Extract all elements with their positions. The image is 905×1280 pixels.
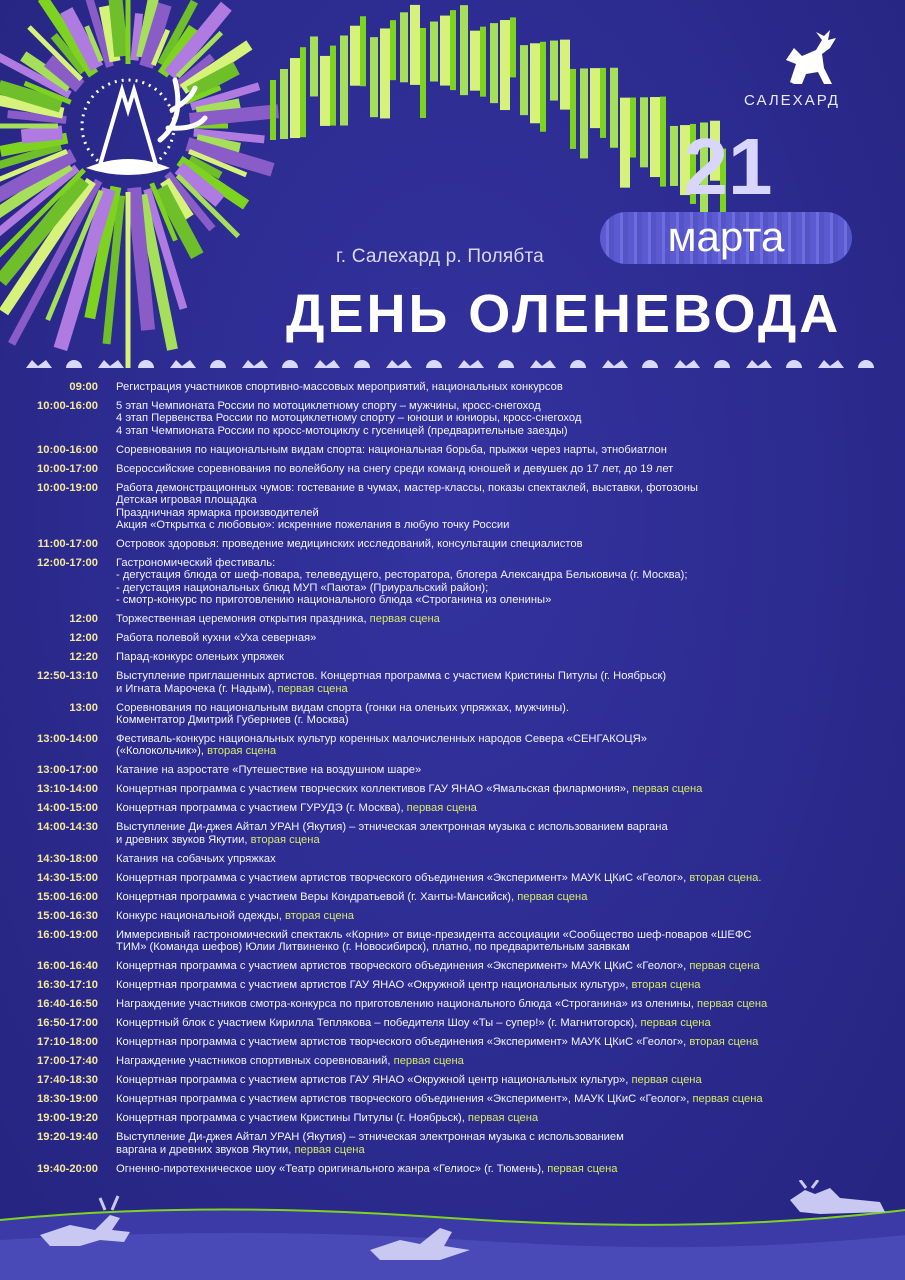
schedule-text: Концертная программа с участием артистов творческого объединения «Эксперимент» МАУК ЦКиС «Геолог», <box>116 1036 690 1049</box>
ornament-figure-icon <box>66 360 82 368</box>
schedule-row <box>0 891 905 903</box>
schedule-line <box>116 412 905 424</box>
stage-label: первая сцена <box>369 613 440 626</box>
ribbon-bar <box>340 36 348 126</box>
schedule-row <box>0 1131 905 1156</box>
ribbon-bar <box>520 45 528 115</box>
schedule-line <box>116 519 905 531</box>
event-month: марта <box>667 213 785 260</box>
ribbon-bar <box>310 36 318 96</box>
ornament-figure-icon <box>354 360 370 368</box>
schedule-row <box>0 853 905 865</box>
schedule-text: Катание на аэростате «Путешествие на воздушном шаре» <box>116 764 422 777</box>
schedule-time: 13:10-14:00 <box>37 783 98 796</box>
ornament-figure-icon <box>674 360 700 368</box>
ribbon-bar <box>620 98 630 188</box>
schedule-line <box>116 582 905 594</box>
schedule-text: Фестиваль-конкурс национальных культур коренных малочисленных народов Севера «СЕНГАКОЦЯ» <box>116 733 647 746</box>
reindeer-ornament-band <box>26 360 874 368</box>
schedule-line <box>116 745 905 757</box>
schedule-line <box>116 400 905 412</box>
schedule-line <box>116 1093 905 1105</box>
event-day: 21 <box>683 122 773 211</box>
ornament-figure-icon <box>242 360 268 368</box>
ribbon-bar <box>470 31 480 91</box>
schedule-row <box>0 632 905 644</box>
schedule-line <box>116 1055 905 1067</box>
ornament-figure-icon <box>530 360 556 368</box>
ornament-figure-icon <box>426 360 442 368</box>
ribbon-bar <box>360 16 366 86</box>
ornament-figure-icon <box>170 360 196 368</box>
schedule-row <box>0 538 905 550</box>
schedule-time: 13:00-17:00 <box>37 764 98 777</box>
schedule-text: Катания на собачьих упряжках <box>116 852 276 865</box>
schedule-time: 09:00 <box>69 381 98 393</box>
ribbon-bar <box>300 47 306 137</box>
schedule-line <box>116 425 905 437</box>
ribbon-bar <box>560 40 570 110</box>
stage-label: первая сцена <box>697 998 768 1011</box>
schedule-row <box>0 400 905 437</box>
schedule-text: Работа демонстрационных чумов: гостевание в чумах, мастер-классы, показы спектаклей, выставки, фотозоны <box>116 481 698 494</box>
ribbon-bar <box>400 12 408 82</box>
schedule-line <box>116 929 905 941</box>
schedule-text: - дегустация блюда от шеф-повара, телеведущего, ресторатора, блогера Александра Бельковича (г. Москва); <box>116 569 688 582</box>
footer-landscape <box>0 1180 905 1280</box>
schedule-text: Регистрация участников спортивно-массовых мероприятий, национальных конкурсов <box>116 381 563 393</box>
schedule-row <box>0 557 905 607</box>
schedule-row <box>0 1112 905 1124</box>
schedule-line <box>116 1036 905 1048</box>
ribbon-bar <box>500 20 510 110</box>
ribbon-bar <box>650 97 660 177</box>
ornament-figure-icon <box>26 360 52 368</box>
schedule-text: Выступление приглашенных артистов. Концертная программа с участием Кристины Питулы (г. Ноябрьск) <box>116 670 667 683</box>
schedule-line <box>116 733 905 745</box>
stage-label: первая сцена <box>406 802 477 815</box>
schedule-row <box>0 482 905 532</box>
ornament-figure-icon <box>498 360 514 368</box>
ornament-figure-icon <box>818 360 844 368</box>
schedule-time: 12:50-13:10 <box>37 670 98 683</box>
schedule-line <box>116 764 905 776</box>
schedule-line <box>116 569 905 581</box>
stage-label: первая сцена <box>547 1162 618 1175</box>
schedule-time: 16:50-17:00 <box>37 1017 98 1030</box>
schedule-text: 4 этап Чемпионата России по кросс-мотоциклу с гусеницей (предварительные заезды) <box>116 424 568 437</box>
schedule-row <box>0 381 905 393</box>
schedule-row <box>0 1093 905 1105</box>
schedule-line <box>116 1074 905 1086</box>
schedule-line <box>116 979 905 991</box>
schedule-row <box>0 613 905 625</box>
schedule-row <box>0 463 905 475</box>
schedule-text: варгана и древних звуков Якутии, <box>116 1143 295 1156</box>
schedule-line <box>116 507 905 519</box>
schedule-row <box>0 1036 905 1048</box>
schedule-time: 17:10-18:00 <box>37 1036 98 1049</box>
schedule-text: Концертная программа с участием артистов творческого объединения «Эксперимент» МАУК ЦКиС «Геолог», <box>116 871 690 884</box>
schedule-row <box>0 872 905 884</box>
schedule-line <box>116 482 905 494</box>
schedule-line <box>116 632 905 644</box>
schedule-text: Награждение участников спортивных соревнований, <box>116 1055 394 1068</box>
schedule-text: ТИМ» (Команда шефов) Юлии Литвиненко (г. Новосибирск), платно, по предварительным заявкам <box>116 941 630 954</box>
schedule-row <box>0 960 905 972</box>
schedule-time: 10:00-17:00 <box>37 462 98 475</box>
schedule-text: - смотр-конкурс по приготовлению национального блюда «Строганина из оленины» <box>116 594 552 607</box>
schedule-text: Концертная программа с участием артистов творческого объединения «Эксперимент», МАУК ЦКиС «Геолог», <box>116 1093 693 1106</box>
schedule-line <box>116 1163 905 1175</box>
schedule-line <box>116 910 905 922</box>
schedule-text: Выступление Ди-джея Айтал УРАН (Якутия) – этническая электронная музыка с использованием <box>116 1131 624 1144</box>
schedule-text: Концертная программа с участием артистов ГАУ ЯНАО «Окружной центр национальных культур», <box>116 979 632 992</box>
ribbon-bar <box>630 98 636 158</box>
sunburst-ray <box>22 132 63 136</box>
ribbon-bar <box>610 68 618 148</box>
stage-label: вторая сцена <box>689 1036 759 1049</box>
schedule-time: 16:40-16:50 <box>37 998 98 1011</box>
schedule-text: Награждение участников смотра-конкурса по приготовлению национального блюда «Строганина» из оленины, <box>116 998 698 1011</box>
ribbon-bar <box>330 46 336 126</box>
schedule-line <box>116 1112 905 1124</box>
schedule-line <box>116 494 905 506</box>
ornament-figure-icon <box>138 360 154 368</box>
schedule-text: («Колокольчик»), <box>116 745 208 758</box>
schedule-line <box>116 651 905 663</box>
schedule-row <box>0 1163 905 1175</box>
schedule-time: 12:00 <box>69 613 98 626</box>
schedule-text: Концертная программа с участием Веры Кондратьевой (г. Ханты-Мансийск), <box>116 890 518 903</box>
schedule-time: 15:00-16:00 <box>37 890 98 903</box>
schedule-time: 12:00 <box>69 632 98 645</box>
ornament-figure-icon <box>570 360 586 368</box>
ribbon-bar <box>280 69 288 139</box>
schedule-row <box>0 670 905 695</box>
schedule-text: Выступление Ди-джея Айтал УРАН (Якутия) – этническая электронная музыка с использованием варгана <box>116 821 668 834</box>
schedule-text: Соревнования по национальным видам спорта (гонки на оленьих упряжках, мужчины). <box>116 701 569 714</box>
schedule-text: Концертная программа с участием артистов творческого объединения «Эксперимент» МАУК ЦКиС «Геолог», <box>116 960 690 973</box>
schedule-line <box>116 834 905 846</box>
schedule-row <box>0 802 905 814</box>
schedule-row <box>0 1055 905 1067</box>
schedule-line <box>116 594 905 606</box>
schedule-line <box>116 821 905 833</box>
schedule-text: Конкурс национальной одежды, <box>116 909 285 922</box>
schedule-time: 17:00-17:40 <box>37 1055 98 1068</box>
schedule-text: Работа полевой кухни «Уха северная» <box>116 632 317 645</box>
stage-label: первая сцена <box>640 1017 711 1030</box>
schedule-line <box>116 891 905 903</box>
schedule-text: Торжественная церемония открытия праздника, <box>116 613 370 626</box>
ornament-figure-icon <box>314 360 340 368</box>
schedule-row <box>0 821 905 846</box>
ornament-figure-icon <box>282 360 298 368</box>
schedule-row <box>0 979 905 991</box>
schedule-time: 14:00-15:00 <box>37 802 98 815</box>
schedule-text: Акция «Открытка с любовью»: искренние пожелания в любую точку России <box>116 519 510 532</box>
ribbon-bar <box>320 56 330 126</box>
schedule-time: 19:40-20:00 <box>37 1162 98 1175</box>
schedule-line <box>116 941 905 953</box>
schedule-time: 13:00-14:00 <box>37 733 98 746</box>
ornament-figure-icon <box>210 360 226 368</box>
ornament-figure-icon <box>746 360 772 368</box>
ornament-figure-icon <box>98 360 124 368</box>
schedule-line <box>116 802 905 814</box>
schedule-text: Концертная программа с участием Кристины Питулы (г. Ноябрьск), <box>116 1112 468 1125</box>
schedule-text: Концертная программа с участием творческих коллективов ГАУ ЯНАО «Ямальская филармония», <box>116 783 633 796</box>
schedule-time: 16:00-19:00 <box>37 928 98 941</box>
ribbon-bars <box>270 5 726 219</box>
schedule-line <box>116 1017 905 1029</box>
stage-label: первая сцена <box>689 960 760 973</box>
schedule-row <box>0 783 905 795</box>
schedule-time: 16:30-17:10 <box>37 979 98 992</box>
schedule-line <box>116 557 905 569</box>
schedule-time: 15:00-16:30 <box>37 909 98 922</box>
reindeer-sled-right-icon <box>790 1180 885 1214</box>
schedule-line <box>116 702 905 714</box>
schedule-time: 10:00-16:00 <box>37 400 98 412</box>
stage-label: первая сцена <box>632 783 703 796</box>
schedule-time: 19:00-19:20 <box>37 1112 98 1125</box>
schedule-text: Концертная программа с участием артистов ГАУ ЯНАО «Окружной центр национальных культур», <box>116 1074 632 1087</box>
schedule-list <box>0 381 905 1182</box>
schedule-line <box>116 1131 905 1143</box>
ribbon-bar <box>270 80 276 140</box>
ribbon-bar <box>450 10 456 90</box>
ribbon-bar <box>530 43 540 123</box>
schedule-line <box>116 872 905 884</box>
schedule-time: 13:00 <box>69 701 98 714</box>
ribbon-bar <box>510 17 516 77</box>
schedule-time: 16:00-16:40 <box>37 960 98 973</box>
schedule-row <box>0 764 905 776</box>
stage-label: первая сцена <box>631 1074 702 1087</box>
stage-label: вторая сцена. <box>689 871 762 884</box>
schedule-line <box>116 670 905 682</box>
page-title: ДЕНЬ ОЛЕНЕВОДА <box>286 284 842 344</box>
ribbon-bar <box>480 27 486 97</box>
salekhard-deer-logo-icon <box>786 30 836 84</box>
ribbon-bar <box>350 26 360 86</box>
ornament-figure-icon <box>386 360 412 368</box>
schedule-text: Гастрономический фестиваль: <box>116 557 276 570</box>
schedule-text: Детская игровая площадка <box>116 494 257 507</box>
schedule-line <box>116 1144 905 1156</box>
schedule-time: 10:00-19:00 <box>37 481 98 494</box>
schedule-row <box>0 444 905 456</box>
schedule-line <box>116 444 905 456</box>
ribbon-bar <box>420 28 426 118</box>
stage-label: первая сцена <box>294 1143 365 1156</box>
schedule-time: 12:20 <box>69 651 98 664</box>
schedule-text: Праздничная ярмарка производителей <box>116 506 319 519</box>
ribbon-bar <box>460 5 468 95</box>
ribbon-bar <box>640 97 648 167</box>
schedule-text: Парад-конкурс оленьих упряжек <box>116 651 284 664</box>
schedule-row <box>0 1074 905 1086</box>
stage-label: первая сцена <box>467 1112 539 1125</box>
schedule-line <box>116 463 905 475</box>
schedule-line <box>116 613 905 625</box>
stage-label: первая сцена <box>393 1055 464 1068</box>
ornament-figure-icon <box>714 360 730 368</box>
schedule-line <box>116 853 905 865</box>
schedule-row <box>0 998 905 1010</box>
schedule-time: 14:00-14:30 <box>37 821 98 834</box>
schedule-text: - дегустация национальных блюд МУП «Паюта» (Приуральский район); <box>116 581 489 594</box>
schedule-text: Концертная программа с участием ГУРУДЭ (г. Москва), <box>116 802 407 815</box>
schedule-line <box>116 783 905 795</box>
sunburst-rays <box>0 0 278 368</box>
ornament-figure-icon <box>786 360 802 368</box>
sunburst-ray <box>112 0 121 56</box>
schedule-line <box>116 538 905 550</box>
schedule-time: 14:30-18:00 <box>37 852 98 865</box>
ribbon-bar <box>540 42 546 132</box>
schedule-text: Соревнования по национальным видам спорта: национальная борьба, прыжки через нарты, этнобиатлон <box>116 443 667 456</box>
schedule-line <box>116 960 905 972</box>
schedule-time: 12:00-17:00 <box>37 557 98 570</box>
ribbon-bar <box>670 126 678 186</box>
ribbon-bar <box>370 37 378 117</box>
schedule-row <box>0 910 905 922</box>
stage-label: вторая сцена <box>207 745 277 758</box>
schedule-time: 14:30-15:00 <box>37 871 98 884</box>
ribbon-bar <box>380 28 390 118</box>
schedule-text: Всероссийские соревнования по волейболу на снегу среди команд юношей и девушек до 17 лет, до 19 лет <box>116 462 674 475</box>
stage-label: вторая сцена <box>285 909 355 922</box>
schedule-row <box>0 702 905 727</box>
ribbon-bar <box>580 68 588 158</box>
schedule-line <box>116 714 905 726</box>
stage-label: первая сцена <box>517 890 588 903</box>
ribbon-bar <box>440 16 450 86</box>
ribbon-bar <box>390 20 396 80</box>
schedule-text: и древних звуков Якутии, <box>116 833 251 846</box>
ribbon-bar <box>430 22 438 82</box>
ribbon-bar <box>590 68 600 128</box>
ornament-figure-icon <box>602 360 628 368</box>
schedule-text: Островок здоровья: проведение медицинских исследований, консультации специалистов <box>116 538 583 551</box>
schedule-text: Иммерсивный гастрономический спектакль «Корни» от вице-президента ассоциации «Сообщество шеф-поваров «ШЕФС <box>116 928 752 941</box>
ribbon-bar <box>570 69 576 149</box>
schedule-time: 10:00-16:00 <box>37 443 98 456</box>
ornament-figure-icon <box>458 360 484 368</box>
stage-label: вторая сцена <box>250 833 320 846</box>
ribbon-bar <box>600 68 606 138</box>
schedule-text: Комментатор Дмитрий Губерниев (г. Москва) <box>116 714 349 727</box>
ribbon-bar <box>490 23 498 103</box>
schedule-row <box>0 651 905 663</box>
schedule-line <box>116 683 905 695</box>
schedule-row <box>0 1017 905 1029</box>
ribbon-bar <box>660 97 666 187</box>
ribbon-bar <box>550 41 558 101</box>
ornament-figure-icon <box>642 360 658 368</box>
schedule-row <box>0 733 905 758</box>
event-place: г. Салехард р. Полябта <box>336 246 544 267</box>
schedule-time: 11:00-17:00 <box>37 538 98 551</box>
ornament-figure-icon <box>858 360 874 368</box>
schedule-row <box>0 929 905 954</box>
stage-label: первая сцена <box>277 682 348 695</box>
schedule-time: 19:20-19:40 <box>37 1131 98 1144</box>
schedule-text: Огненно-пиротехническое шоу «Театр оригинального жанра «Гелиос» (г. Тюмень), <box>116 1162 548 1175</box>
schedule-text: 4 этап Первенства России по мотоциклетному спорту – юноши и юниоры, кросс-снегоход <box>116 412 582 425</box>
schedule-line <box>116 998 905 1010</box>
schedule-time: 17:40-18:30 <box>37 1074 98 1087</box>
schedule-text: 5 этап Чемпионата России по мотоциклетному спорту – мужчины, кросс-снегоход <box>116 400 541 412</box>
ribbon-bar <box>290 58 300 138</box>
schedule-text: и Игната Марочека (г. Надым), <box>116 682 278 695</box>
ribbon-bar <box>410 5 420 85</box>
city-logo-text: САЛЕХАРД <box>744 92 840 109</box>
schedule-text: Концертный блок с участием Кирилла Теплякова – победителя Шоу «Ты – супер!» (г. Магнитогорск), <box>116 1017 641 1030</box>
schedule-time: 18:30-19:00 <box>37 1093 98 1106</box>
stage-label: первая сцена <box>692 1093 763 1106</box>
stage-label: вторая сцена <box>631 979 701 992</box>
schedule-line <box>116 381 905 393</box>
